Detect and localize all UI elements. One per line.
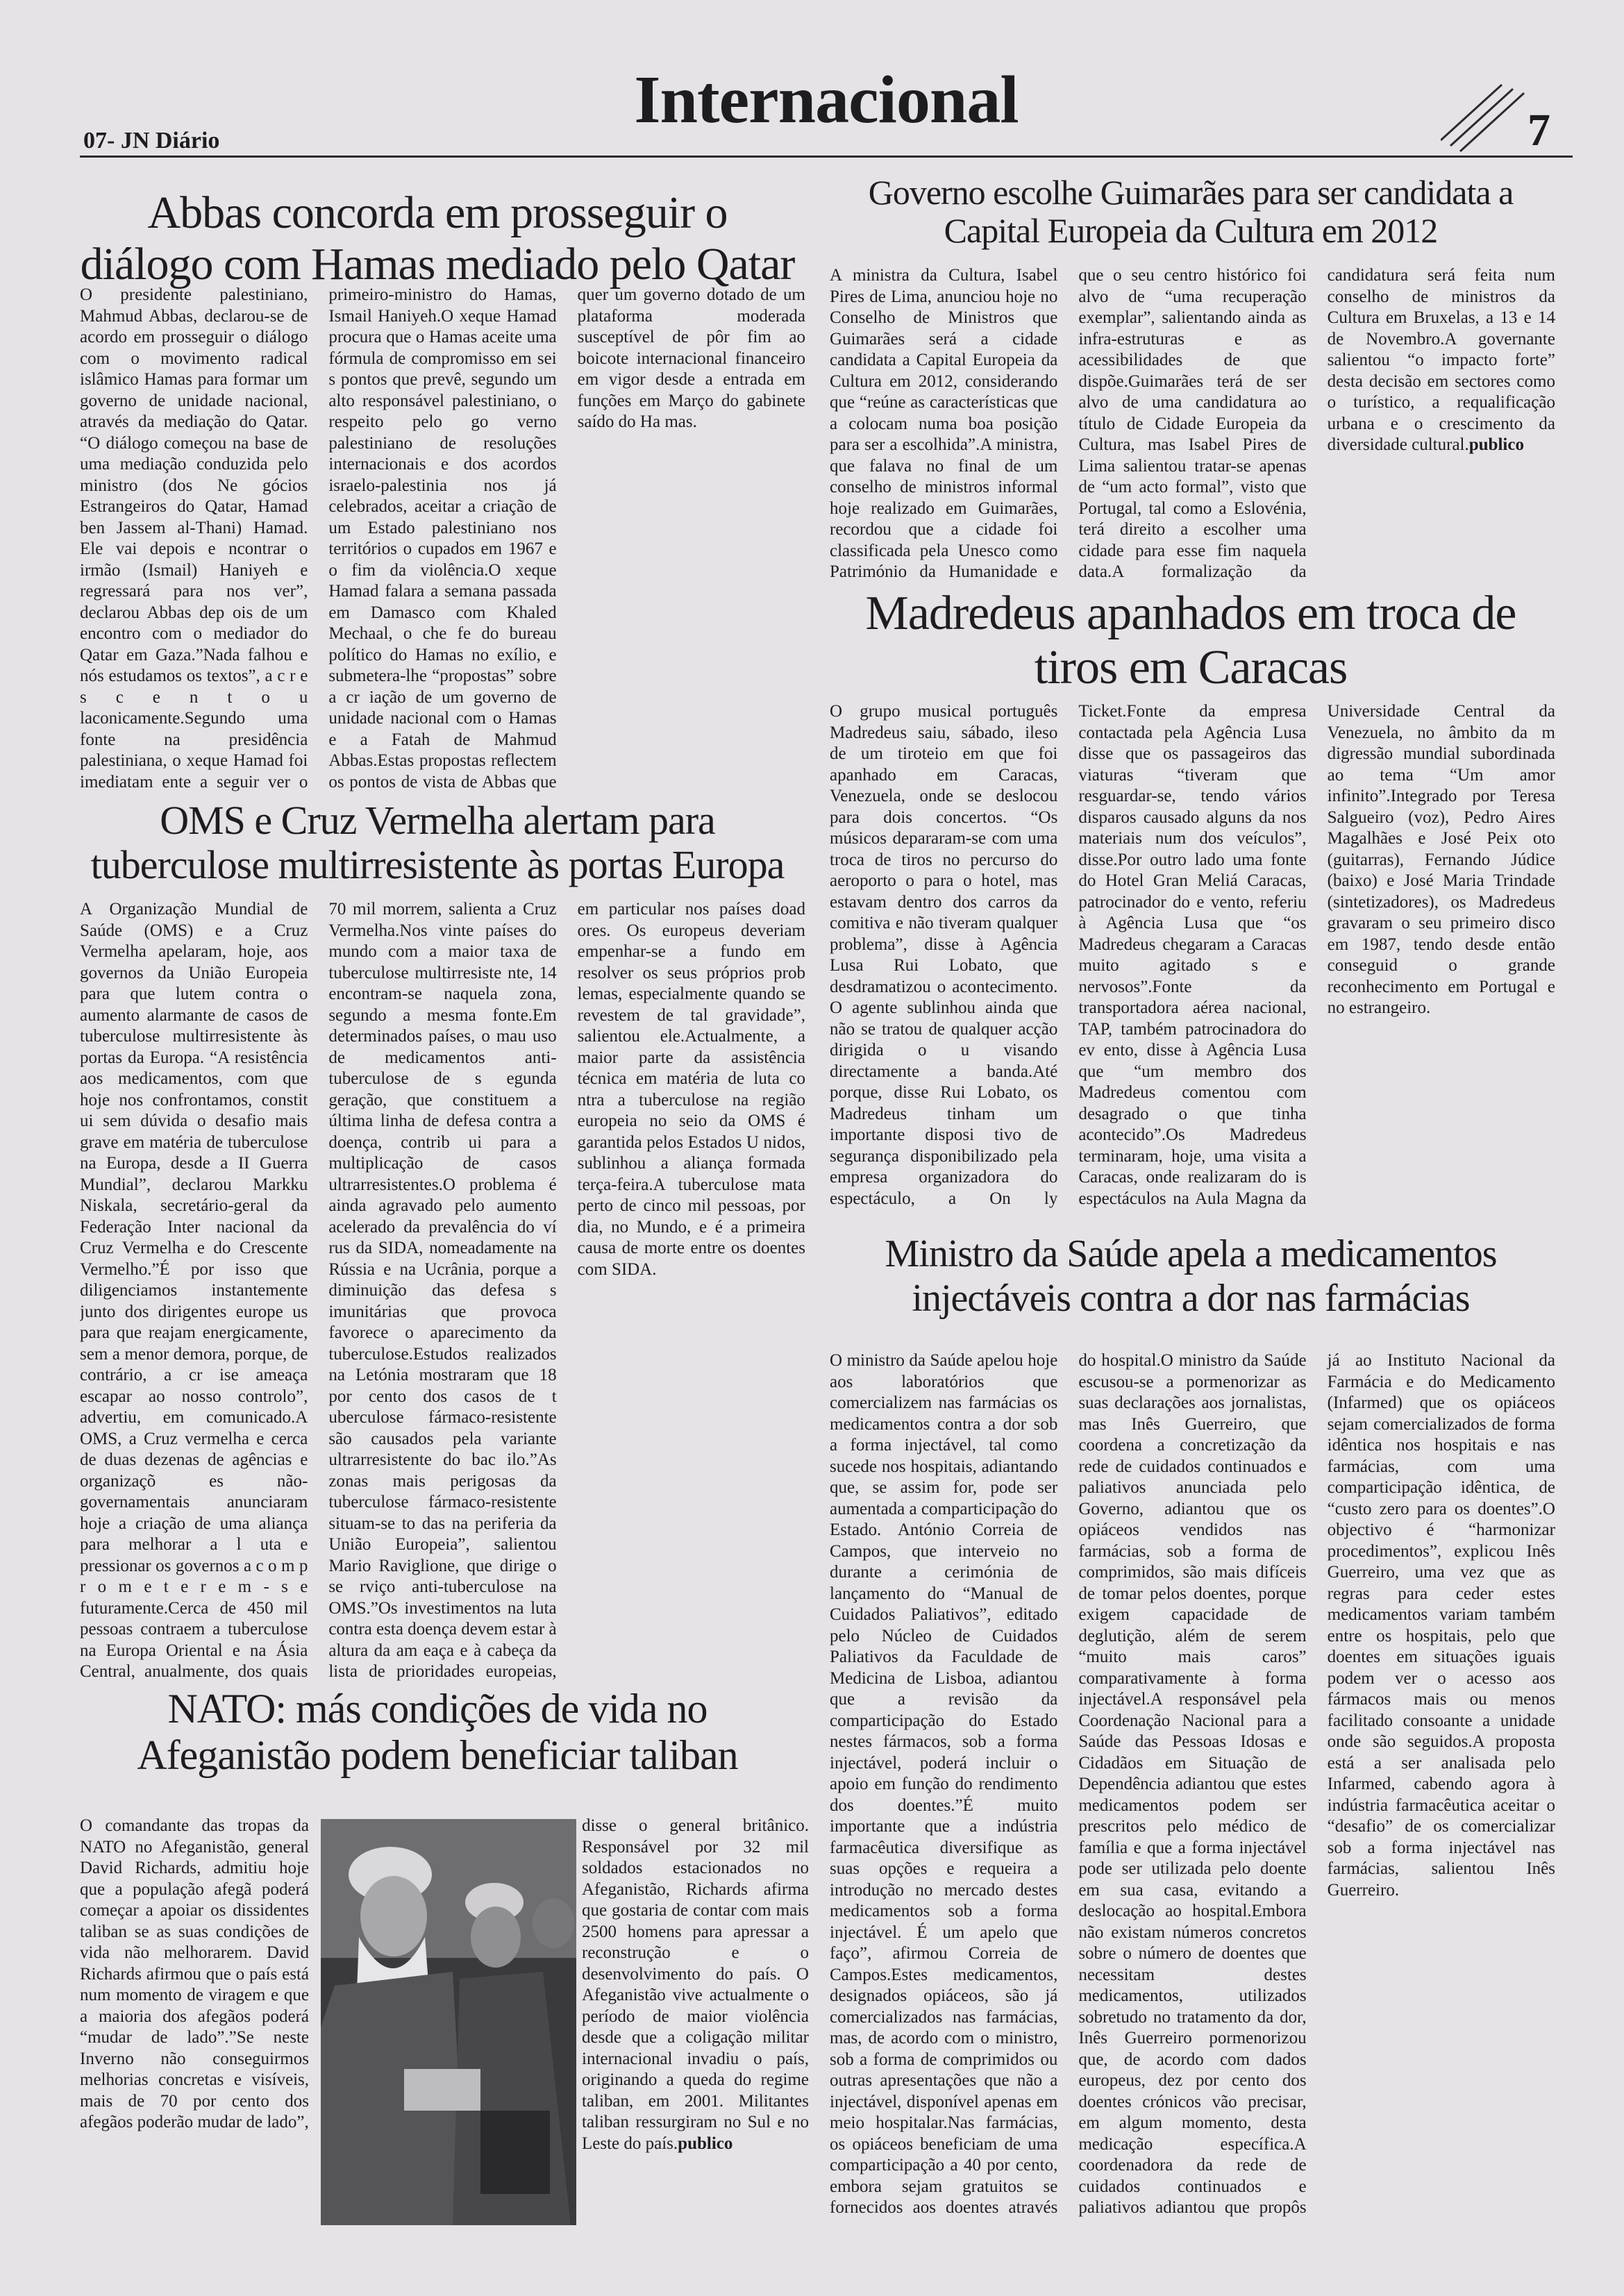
article-text: O presidente palestiniano, Mahmud Abbas, declarou-se de acordo em prosseguir o diálogo com o movimento radical islâmico Hamas para formar um governo de unidade nacional, através da mediação do Qatar. “O diálogo começou na base de uma mediação conduzida pelo ministro (dos Ne gócios Estrangeiros do Qatar, Hamad ben Jassem al-Thani) Hamad. Ele vai depois e ncontrar o irmão (Ismail) Haniyeh e regressará para nos ver”, declarou Abbas dep ois de um encontro com o mediador do Qatar em Gaza.”Nada falhou e nós estudamos os textos”, a c r e s c e n t o u laconicamente.Segundo uma fonte na presidência palestiniana, o xeque Hamad foi imediatam ente a seguir ver o primeiro-ministro do Hamas, Ismail Haniyeh.O xeque Hamad procura que o Hamas aceite uma fórmula de compromisso em sei s pontos que prevê, segundo um alto responsável palestiniano, o respeito pelo go verno palestiniano de resoluções internacionais e dos acordos israelo-palestinia nos já celebrados, aceitar a criação de um Estado palestiniano nos territórios o cupados em 1967 e o fim da violência.O xeque Hamad falara a semana passada em Damasco com Khaled Mechaal, o che fe do bureau político do Hamas no exílio, e submetera-lhe “propostas” sobre a cr iação de um governo de unidade nacional com o Hamas e a Fatah de Mahmud Abbas.Estas propostas reflectem os pontos de vista de Abbas que quer um governo dotado de um plataforma moderada susceptível de pôr fim ao boicote internacional financeiro em vigor desde a entrada em funções em Março do gabinete saído do Ha mas.: [80, 285, 805, 791]
headline-abbas: Abbas concorda em prosseguir o diálogo com Hamas mediado pelo Qatar: [80, 187, 795, 290]
headline-madredeus: Madredeus apanhados em troca de tiros em Caracas: [865, 587, 1516, 695]
header-rule: [80, 156, 1573, 158]
page-number: 7: [1527, 105, 1550, 156]
article-body-nato-left: [80, 1816, 309, 2232]
nato-photo: [321, 1819, 576, 2225]
article-body-guimaraes: [830, 265, 1555, 592]
headline-nato: NATO: más condições de vida no Afeganistão podem beneficiar taliban: [137, 1686, 738, 1779]
source-credit: publico: [678, 2134, 733, 2153]
article-body-oms: [80, 899, 805, 1687]
headline-oms: OMS e Cruz Vermelha alertam para tuberculose multirresistente às portas Europa: [90, 798, 785, 887]
headline-saude: Ministro da Saúde apela a medicamentos injectáveis contra a dor nas farmácias: [885, 1232, 1497, 1320]
article-text: O grupo musical português Madredeus saiu, sábado, ileso de um tiroteio em que foi apanhado em Caracas, Venezuela, onde se deslocou para dois concertos. “Os músicos depararam-se com uma troca de tiros no percurso do aeroporto o para o hotel, mas estavam dentro dos carros da comitiva e não tiveram qualquer problema”, disse à Agência Lusa Rui Lobato, que desdramatizou o acontecimento. O agente sublinhou ainda que não se tratou de qualquer acção dirigida o u visando directamente a banda.Até porque, disse Rui Lobato, os Madredeus tinham um importante disposi tivo de segurança disponibilizado pela empresa organizadora do espectáculo, a On ly Ticket.Fonte da empresa contactada pela Agência Lusa disse que os passageiros das viaturas “tiveram que resguardar-se, tendo vários disparos causado alguns da nos materiais num dos veículos”, disse.Por outro lado uma fonte do Hotel Gran Meliá Caracas, patrocinador do e vento, referiu à Agência Lusa que “os Madredeus chegaram a Caracas muito agitado s e nervosos”.Fonte da transportadora aérea nacional, TAP, também patrocinadora do ev ento, disse à Agência Lusa que “um membro dos Madredeus comentou com desagrado o que tinha acontecido”.Os Madredeus terminaram, hoje, uma visita a Caracas, onde realizaram do is espectáculos na Aula Magna da Universidade Central da Venezuela, no âmbito da m digressão mundial subordinada ao tema “Um amor infinito”.Integrado por Teresa Salgueiro (voz), Pedro Aires Magalhães e José Peix oto (guitarras), Fernando Júdice (baixo) e José Maria Trindade (sintetizadores), os Madredeus gravaram o seu primeiro disco em 1987, tendo desde então conseguid o grande reconhecimento em Portugal e no estrangeiro.: [830, 702, 1555, 1208]
article-text: disse o general britânico. Responsável por 32 mil soldados estacionados no Afeganistão, Richards afirma que gostaria de contar com mais 2500 homens para apressar a reconstrução e o desenvolvimento do país. O Afeganistão vive actualmente o período de maior violência desde que a coligação militar internacional invadiu o país, originando a queda do regime taliban, em 2001. Militantes taliban ressurgiram no Sul e no Leste do país.: [582, 1816, 809, 2153]
article-text: O ministro da Saúde apelou hoje aos laboratórios que comercializem nas farmácias os medicamentos contra a dor sob a forma injectável, tal como sucede nos hospitais, adiantando que, se assim for, pode ser aumentada a comparticipação do Estado. António Correia de Campos, que interveio no durante a cerimónia de lançamento do “Manual de Cuidados Paliativos”, editado pelo Núcleo de Cuidados Paliativos da Faculdade de Medicina de Lisboa, adiantou que a revisão da comparticipação do Estado nestes fármacos, sob a forma injectável, poderá incluir o apoio em função do rendimento dos doentes.”É muito importante que a indústria farmacêutica diversifique as suas opções e requeira a introdução no mercado destes medicamentos sob a forma injectável. É um apelo que faço”, afirmou Correia de Campos.Estes medicamentos, designados opiáceos, são já comercializados nas farmácias, mas, de acordo com o ministro, sob a forma de comprimidos ou outras apresentações que não a injectável, disponível apenas em meio hospitalar.Nas farmácias, os opiáceos beneficiam de uma comparticipação a 40 por cento, embora sejam gratuitos se fornecidos aos doentes através do hospital.O ministro da Saúde escusou-se a pormenorizar as suas declarações aos jornalistas, mas Inês Guerreiro, que coordena a concretização da rede de cuidados continuados e paliativos anunciada pelo Governo, adiantou que os opiáceos vendidos nas farmácias, sob a forma de comprimidos, são mais difíceis de tomar pelos doentes, porque exigem capacidade de deglutição, além de serem “muito mais caros” comparativamente à forma injectável.A responsável pela Coordenação Nacional para a Saúde das Pessoas Idosas e Cidadãos em Situação de Dependência adiantou que estes medicamentos podem ser prescritos pelo médico de família e que a forma injectável pode ser utilizada pelo doente em sua casa, evitando a deslocação ao hospital.Embora não existam números concretos sobre o número de doentes que necessitam destes medicamentos, utilizados sobretudo no tratamento da dor, Inês Guerreiro pormenorizou que, de acordo com dados europeus, dez por cento dos doentes crónicos vão precisar, em algum momento, desta medicação específica.A coordenadora da rede de cuidados continuados e paliativos adiantou que propôs já ao Instituto Nacional da Farmácia e do Medicamento (Infarmed) que os opiáceos sejam comercializados de forma idêntica nos hospitais e nas farmácias, com uma comparticipação idêntica, de “custo zero para os doentes”.O objectivo é “harmonizar procedimentos”, explicou Inês Guerreiro, uma vez que as regras para ceder estes medicamentos variam também entre os hospitais, pelo que doentes em situações iguais podem ver o acesso aos fármacos mais ou menos facilitado consoante a unidade onde são seguidos.A proposta está a ser analisada pelo Infarmed, cabendo agora à indústria farmacêutica aceitar o “desafio” de os comercializar sob a forma injectável nas farmácias, salientou Inês Guerreiro.: [830, 1351, 1555, 2217]
article-text: A Organização Mundial de Saúde (OMS) e a Cruz Vermelha apelaram, hoje, aos governos da União Europeia para que lutem contra o aumento alarmante de casos de tuberculose multirresistente às portas da Europa. “A resistência aos medicamentos, com que hoje nos confrontamos, constit ui sem dúvida o desafio mais grave em matéria de tuberculose na Europa, desde a II Guerra Mundial”, declarou Markku Niskala, secretário-geral da Federação Inter nacional da Cruz Vermelha e do Crescente Vermelho.”É por isso que diligenciamos instantemente junto dos dirigentes europe us para que reajam energicamente, sem a menor demora, porque, de contrário, a cr ise ameaça escapar ao nosso controlo”, advertiu, em comunicado.A OMS, a Cruz vermelha e cerca de duas dezenas de agências e organizaçõ es não-governamentais anunciaram hoje a criação de uma aliança para melhorar a l uta e pressionar os governos a c o m p r o m e t e r e m - s e futuramente.Cerca de 450 mil pessoas contraem a tuberculose na Europa Oriental e na Ásia Central, anualmente, dos quais 70 mil morrem, salienta a Cruz Vermelha.Nos vinte países do mundo com a maior taxa de tuberculose multirresiste nte, 14 encontram-se naquela zona, segundo a mesma fonte.Em determinados países, o mau uso de medicamentos anti-tuberculose de s egunda geração, que constituem a última linha de defesa contra a doença, contrib ui para a multiplicação de casos ultrarresistentes.O problema é ainda agravado pelo aumento acelerado da prevalência do ví rus da SIDA, nomeadamente na Rússia e na Ucrânia, porque a diminuição das defesa s imunitárias que provoca favorece o aparecimento da tuberculose.Estudos realizados na Letónia mostraram que 18 por cento dos casos de t uberculose fármaco-resistente são causados pela variante ultrarresistente do bac ilo.”As zonas mais perigosas da tuberculose fármaco-resistente situam-se to das na periferia da União Europeia”, salientou Mario Raviglione, que dirige o se rviço anti-tuberculose na OMS.”Os investimentos na luta contra esta doença devem estar à altura da am eaça e à cabeça da lista de prioridades europeias, em particular nos países doad ores. Os europeus deveriam empenhar-se a fundo em resolver os seus próprios prob lemas, especialmente quando se revestem de tal gravidade”, salientou ele.Actualmente, a maior parte da assistência técnica em matéria de luta co ntra a tuberculose na região europeia no seio da OMS é garantida pelos Estados U nidos, sublinhou a aliança formada terça-feira.A tuberculose mata perto de cinco mil pessoas, por dia, no Mundo, e é a primeira causa de morte entre os doentes com SIDA.: [80, 900, 805, 1681]
article-text: A ministra da Cultura, Isabel Pires de Lima, anunciou hoje no Conselho de Ministros que Guimarães será a cidade candidata a Capital Europeia da Cultura em 2012, considerando que “reúne as características que a colocam numa boa posição para ser a escolhida”.A ministra, que falava no final de um conselho de ministros informal hoje realizado em Guimarães, recordou que a cidade foi classificada pela Unesco como Património da Humanidade e que o seu centro histórico foi alvo de “uma recuperação exemplar”, salientando ainda as infra-estruturas e as acessibilidades de que dispõe.Guimarães terá de ser alvo de uma candidatura ao título de Cidade Europeia da Cultura, mas Isabel Pires de Lima salientou tratar-se apenas de “um acto formal”, visto que Portugal, tal como a Eslovénia, terá direito a escolher uma cidade para esse fim naquela data.A formalização da candidatura será feita num conselho de ministros da Cultura em Bruxelas, a 13 e 14 de Novembro.A governante salientou “o impacto forte” desta decisão em sectores como o turístico, a requalificação urbana e o crescimento da diversidade cultural.: [830, 266, 1555, 581]
folio: 07- JN Diário: [83, 128, 220, 153]
article-body-nato-right: [582, 1816, 809, 2232]
article-body-abbas: [80, 285, 805, 795]
photo-of-elderly-men-icon: [321, 1819, 576, 2225]
article-body-saude: [830, 1350, 1555, 2229]
article-body-madredeus: [830, 701, 1555, 1215]
section-title: Internacional: [634, 62, 1019, 137]
source-credit: publico: [1468, 435, 1524, 454]
article-text: O comandante das tropas da NATO no Afeganistão, general David Richards, admitiu hoje que a população afegã poderá começar a apoiar os dissidentes taliban se as suas condições de vida não melhorarem. David Richards afirmou que o país está num momento de viragem e que a maioria dos afegãos poderá “mudar de lado”.”Se neste Inverno não conseguirmos melhorias concretas e visíveis, mais de 70 por cento dos afegãos poderão mudar de lado”,: [80, 1816, 309, 2131]
headline-guimaraes: Governo escolhe Guimarães para ser candidata a Capital Europeia da Cultura em 2012: [868, 173, 1514, 250]
